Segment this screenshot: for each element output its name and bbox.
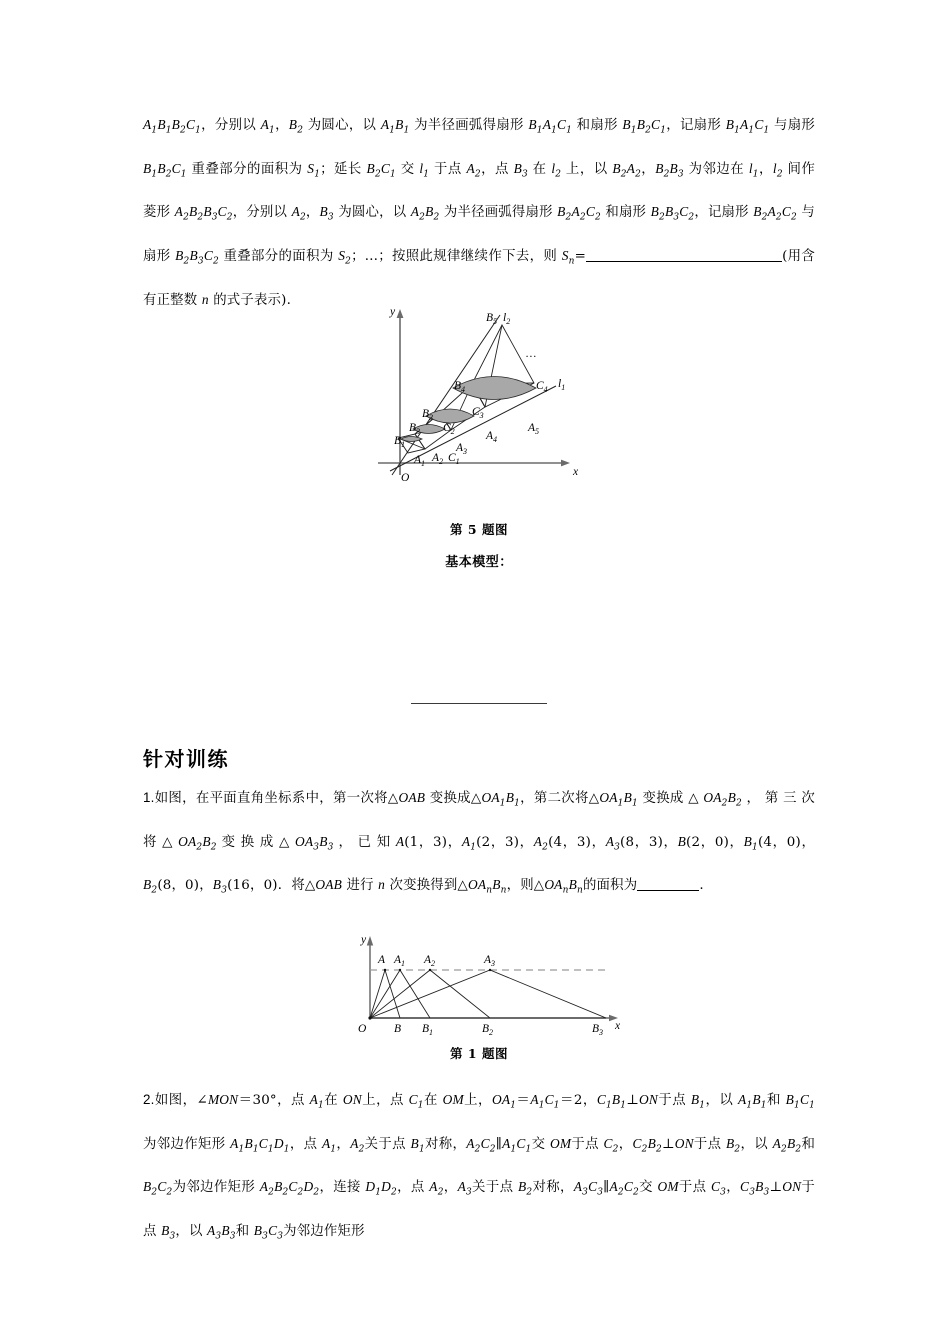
label-l2: $l_2$ [503, 312, 511, 326]
label-A3: $A_3$ [456, 442, 468, 456]
problem5-body [143, 106, 815, 319]
label-A2: $A_2$ [432, 452, 444, 466]
x-axis-label: x [573, 466, 579, 478]
label-A4: $A_4$ [486, 430, 498, 444]
problem1-paragraph: 1.如图，在平面直角坐标系中，第一次将△OAB 变换成$\triangle OA_1B_1$，第二次将$\triangle OA_1B_1$ 变换成 △ $OA_2B_2$ ， 第 三 次 将 △ $OA_2B_2$ 变 换 成 △ $OA_3B_3$ ， 已 知 A(1，3)，$A_1(2$，3)，$A_2(4$，3)，$A_3(8$，3)，B(2，0)，$B_1(4$，0)，$B_2(8$，0)，$B_3(16$，0)．将△OAB 进行 n 次变换得到$\triangle OA_nB_n$，则$\triangle OA_nB_n$的面积为 . [143, 790, 816, 897]
section-separator [411, 703, 547, 704]
y-axis-arrow [397, 309, 404, 318]
origin-label: O [401, 472, 410, 484]
triangle-group [370, 970, 606, 1018]
label-B5: $B_5$ [486, 312, 498, 326]
problem1-svg [336, 928, 626, 1040]
overlap-lens-4 [453, 377, 536, 400]
y-axis-label: y [390, 306, 396, 318]
label-A1: $A_1$ [414, 454, 426, 468]
label-B1: $B_1$ [422, 1023, 434, 1037]
label-A3: $A_3$ [484, 954, 496, 968]
label-B2: $B_3$ [409, 422, 421, 436]
x-axis-arrow [561, 460, 570, 467]
overlap-lens-3 [426, 409, 474, 423]
label-B4: $B_4$ [454, 380, 466, 394]
label-C4: $C_4$ [536, 380, 548, 394]
triangle-OA3B3 [370, 970, 606, 1018]
label-A2: $A_2$ [424, 954, 436, 968]
problem1-figure [336, 928, 626, 1040]
basic-model-label: 基本模型： [445, 555, 513, 570]
problem5-figure-caption: 第 5 题图 [450, 522, 508, 537]
problem1-body [143, 779, 815, 910]
answer-blank-problem5[interactable] [586, 248, 782, 262]
figure-ellipsis: … [526, 348, 537, 360]
origin-label: O [358, 1023, 367, 1035]
problem2-paragraph: 2.如图，∠MON＝30°，点 $A_1$在 ON上，点 $C_1$在 OM上，$OA_1=A_1C_1=2$，$C_1B_1\perp ON$于点 $B_1$，以 $A_1B_1$和 $B_1C_1$为邻边作矩形 $A_1B_1C_1D_1$，点 $A_1$，$A_2$关于点 $B_1$对称，$A_2C_2\parallel A_1C_1$交 OM于点 $C_2$，$C_2B_2\perp ON$于点 $B_2$，以 $A_2B_2$和 $B_2C_2$为邻边作矩形 $A_2B_2C_2D_2$，连接 $D_1D_2$，点 $A_2$，$A_3$关于点 $B_2$对称，$A_3C_3\parallel A_2C_2$交 OM于点 $C_3$，$C_3B_3\perp ON$于点 $B_3$，以 $A_3B_3$和 $B_3C_3$为邻边作矩形 [143, 1092, 816, 1242]
problem5-figure [368, 303, 596, 493]
label-B3: $B_3$ [592, 1023, 604, 1037]
answer-blank-problem1[interactable] [637, 878, 699, 891]
section-heading: 针对训练 [143, 747, 229, 771]
label-B: B [394, 1023, 402, 1035]
problem2-body [143, 1081, 815, 1256]
label-C1: $C_1$ [448, 452, 460, 466]
x-axis-label: x [615, 1020, 621, 1032]
problem5-paragraph: $A_1B_1B_2C_1$，分别以 $A_1$，$B_2$ 为圆心，以 $A_1B_1$ 为半径画弧得扇形 $B_1A_1C_1$ 和扇形 $B_1B_2C_1$，记扇形 $B_1A_1C_1$ 与扇形 $B_1B_2C_1$ 重叠部分的面积为 $S_1$；延长 $B_2C_1$ 交 $l_1$ 于点 $A_2$，点 $B_3$ 在 $l_2$ 上，以 $B_2A_2$，$B_2B_3$ 为邻边在 $l_1$，$l_2$ 间作菱形 $A_2B_2B_3C_2$，分别以 $A_2$，$B_3$ 为圆心，以 $A_2B_2$ 为半径画弧得扇形 $B_2A_2C_2$ 和扇形 $B_2B_3C_2$，记扇形 $B_2A_2C_2$ 与扇形 $B_2B_3C_2$ 重叠部分的面积为 $S_2$；…；按照此规律继续作下去，则 $S_n=$ (用含有正整数 n 的式子表示). [143, 117, 816, 308]
problem5-svg [368, 303, 596, 493]
label-B1: $B_1$ [394, 435, 406, 449]
label-C2: $C_2$ [443, 422, 455, 436]
label-A: A [378, 954, 386, 966]
label-A5: $A_5$ [528, 422, 540, 436]
label-A1: $A_1$ [394, 954, 406, 968]
label-B2: $B_2$ [482, 1023, 494, 1037]
label-B3: $B_3$ [422, 408, 434, 422]
y-axis-arrow [367, 936, 373, 946]
label-l1: $l_1$ [558, 378, 566, 392]
label-C3: $C_3$ [472, 406, 484, 420]
problem1-figure-caption: 第 1 题图 [450, 1046, 508, 1061]
y-axis-label: y [361, 934, 367, 946]
